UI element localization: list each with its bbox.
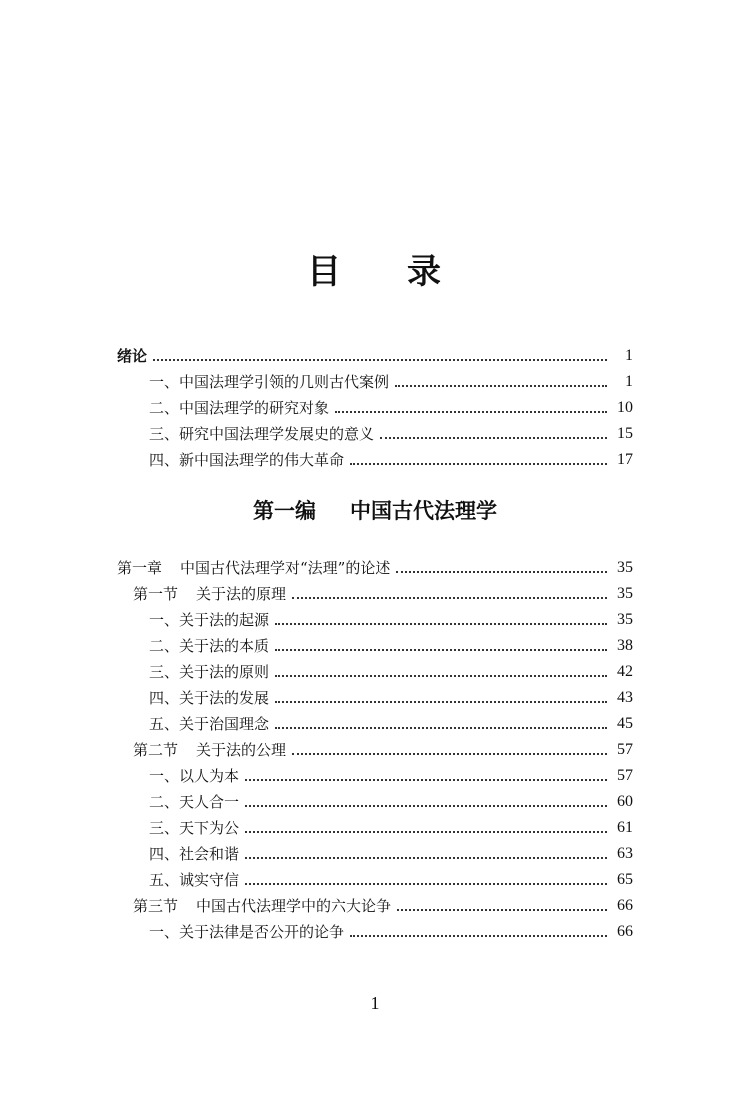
toc-entry-label: 四、关于法的发展 <box>149 689 270 707</box>
toc-entry-chapter[interactable] <box>117 552 633 578</box>
leader-dots <box>275 649 607 651</box>
toc-page-number: 1 <box>625 373 633 390</box>
leader-dots <box>275 623 607 625</box>
toc-page-number: 43 <box>617 689 633 706</box>
toc-page-number: 65 <box>617 871 633 888</box>
toc-entry[interactable] <box>149 916 633 942</box>
toc-entry-intro[interactable] <box>117 340 633 366</box>
leader-dots <box>350 463 607 465</box>
toc-entry[interactable] <box>149 418 633 444</box>
leader-dots <box>396 571 607 573</box>
leader-dots <box>395 385 607 387</box>
toc-entry[interactable] <box>149 682 633 708</box>
leader-dots <box>275 701 607 703</box>
section-title: 中国古代法理学中的六大论争 <box>196 897 392 915</box>
toc-entry-label: 一、关于法律是否公开的论争 <box>149 923 345 941</box>
toc-page-number: 38 <box>617 637 633 654</box>
toc-entry-label: 三、研究中国法理学发展史的意义 <box>149 425 375 443</box>
toc-entry-label: 四、新中国法理学的伟大革命 <box>149 451 345 469</box>
toc-entry-label: 二、关于法的本质 <box>149 637 270 655</box>
toc-entry[interactable] <box>149 392 633 418</box>
section-number: 第三节 <box>133 897 179 915</box>
toc-entry-label: 五、关于治国理念 <box>149 715 270 733</box>
toc-page-number: 35 <box>617 611 633 628</box>
toc-page-number: 35 <box>617 585 633 602</box>
leader-dots <box>245 831 607 833</box>
toc-entry-label: 二、天人合一 <box>149 793 240 811</box>
leader-dots <box>335 411 607 413</box>
leader-dots <box>350 935 607 937</box>
chapter-title: 中国古代法理学对“法理”的论述 <box>180 559 391 577</box>
toc-page-number: 42 <box>617 663 633 680</box>
toc-page-number: 66 <box>617 923 633 940</box>
leader-dots <box>275 727 607 729</box>
toc-page-number: 61 <box>617 819 633 836</box>
toc-page-number: 60 <box>617 793 633 810</box>
section-title: 关于法的公理 <box>196 741 287 759</box>
leader-dots <box>245 805 607 807</box>
toc-entry-label: 五、诚实守信 <box>149 871 240 889</box>
leader-dots <box>292 753 607 755</box>
leader-dots <box>380 437 607 439</box>
toc-page-number: 15 <box>617 425 633 442</box>
toc-entry-label: 一、以人为本 <box>149 767 240 785</box>
toc-entry[interactable] <box>149 604 633 630</box>
toc-page-number: 10 <box>617 399 633 416</box>
toc-entry-label: 三、天下为公 <box>149 819 240 837</box>
toc-entry[interactable] <box>149 708 633 734</box>
toc-entry-label: 四、社会和谐 <box>149 845 240 863</box>
part-name: 中国古代法理学 <box>350 498 497 523</box>
title-char-right: 录 <box>407 252 443 292</box>
page-number-footer: 1 <box>370 993 380 1013</box>
leader-dots <box>245 779 607 781</box>
toc-entry[interactable] <box>149 366 633 392</box>
toc-entry[interactable] <box>149 786 633 812</box>
toc-entry-section[interactable] <box>133 890 633 916</box>
leader-dots <box>245 883 607 885</box>
toc-entry-section[interactable] <box>133 734 633 760</box>
toc-entry-label: 绪论 <box>117 347 148 365</box>
toc-entry[interactable] <box>149 864 633 890</box>
toc-entry-label: 一、中国法理学引领的几则古代案例 <box>149 373 390 391</box>
leader-dots <box>397 909 607 911</box>
toc-entry[interactable] <box>149 760 633 786</box>
leader-dots <box>292 597 607 599</box>
toc-entry[interactable] <box>149 838 633 864</box>
toc-page-number: 57 <box>617 741 633 758</box>
toc-entry[interactable] <box>149 444 633 470</box>
toc-page-number: 57 <box>617 767 633 784</box>
toc-entry[interactable] <box>149 656 633 682</box>
toc-entry-section[interactable] <box>133 578 633 604</box>
toc-page-number: 1 <box>625 347 633 364</box>
leader-dots <box>245 857 607 859</box>
section-number: 第二节 <box>133 741 179 759</box>
section-title: 关于法的原理 <box>196 585 287 603</box>
leader-dots <box>153 359 607 361</box>
toc-entry-label: 一、关于法的起源 <box>149 611 270 629</box>
page-title <box>0 252 750 292</box>
toc-entry-label: 三、关于法的原则 <box>149 663 270 681</box>
toc-page-number: 63 <box>617 845 633 862</box>
part-number: 第一编 <box>253 498 316 523</box>
toc-page-number: 35 <box>617 559 633 576</box>
section-number: 第一节 <box>133 585 179 603</box>
toc-entry[interactable] <box>149 630 633 656</box>
toc-page-number: 17 <box>617 451 633 468</box>
part-heading <box>0 496 750 526</box>
toc-entry-label: 二、中国法理学的研究对象 <box>149 399 330 417</box>
title-char-left: 目 <box>307 252 343 292</box>
toc-entry[interactable] <box>149 812 633 838</box>
leader-dots <box>275 675 607 677</box>
toc-page-number: 45 <box>617 715 633 732</box>
chapter-number: 第一章 <box>117 559 163 577</box>
toc-page-number: 66 <box>617 897 633 914</box>
